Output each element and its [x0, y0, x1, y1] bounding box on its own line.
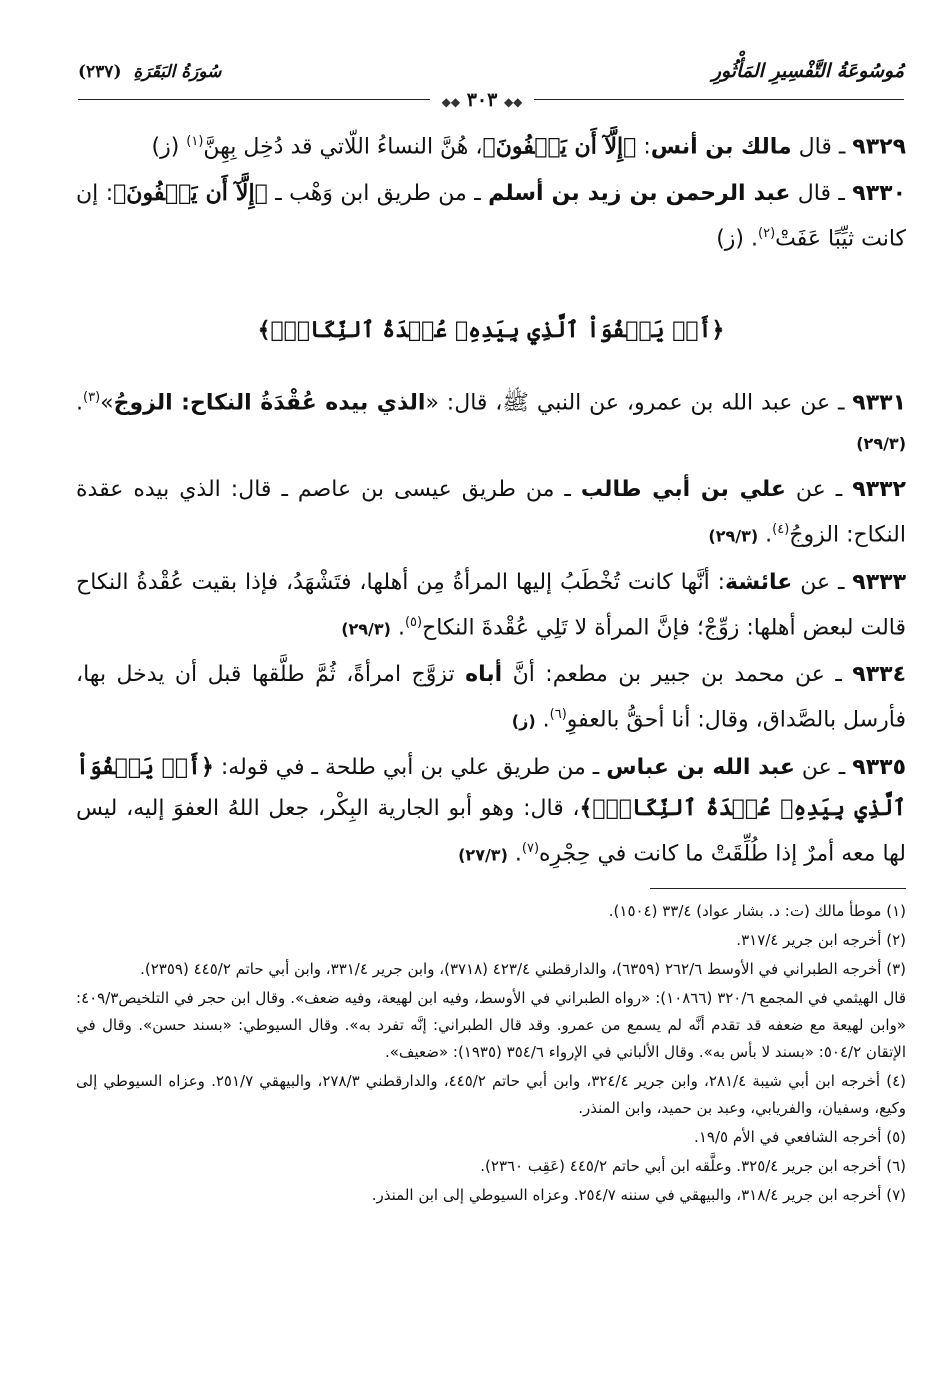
source-reference: (٢٩/٣): [708, 526, 759, 546]
section-2-text: [76, 378, 906, 882]
ornament-icon: ◆◆: [441, 95, 461, 109]
narration-text: ـ عن: [794, 755, 853, 781]
narration-tail: . (ز): [716, 226, 758, 252]
narration-text: : أنَّها كانت تُخْطَبُ إليها المرأةُ مِن أهلها، فتَشْهَدُ، فإذا بقيت عُقْدةُ النكاح قالت لبعض أهلها: زوِّجْ؛ فإنَّ المرأة لا تَلِي عُقْدةَ النكاح: [76, 569, 906, 640]
footnote-3: (٣) أخرجه الطبراني في الأوسط ٢٦٢/٦ (٦٣٥٩)، والدارقطني ٤٢٣/٤ (٣٧١٨)، وابن جرير ٣٣١/٤، وابن أبي حاتم ٤٤٥/٢ (٢٣٥٩).: [140, 960, 906, 978]
verse-number: (٢٣٧): [78, 62, 122, 82]
narration-tail: .: [390, 614, 405, 640]
source-reference: (٢٧/٣): [458, 845, 508, 865]
narration-text: ـ عن: [792, 569, 853, 595]
narration-9334: [76, 655, 906, 741]
footnote-marker[interactable]: (٤): [772, 522, 790, 538]
footnote-4: (٤) أخرجه ابن أبي شيبة ٢٨١/٤، وابن جرير ٣٢٤/٤، وابن أبي حاتم ٤٤٥/٢، والدارقطني ٢٧٨/٣، والبيهقي ٢٥١/٧. وعزاه السيوطي إلى وكيع، وسفيان، والفريابي، وعبد بن حميد، وابن المنذر.: [76, 1072, 907, 1117]
narration-number: ٩٣٣٤: [852, 661, 906, 687]
quran-quote: ﴿إِلَّآ أَن يَعۡفُونَ﴾: [113, 180, 268, 207]
narrator-name: عبد الرحمن بن زيد بن أسلم: [488, 181, 791, 207]
narrator-name: عبد الله بن عباس: [606, 755, 795, 781]
narration-tail: (ز): [151, 134, 187, 160]
narrator-name: علي بن أبي طالب: [580, 477, 786, 503]
footnote-2: (٢) أخرجه ابن جرير ٣١٧/٤.: [736, 931, 906, 949]
narration-tail: .: [535, 707, 550, 733]
narration-9331: [76, 378, 906, 464]
narration-text: ، هُنَّ النساءُ اللّاتي قد دُخِل بِهِنَّ: [203, 134, 483, 160]
footnote-marker[interactable]: (٧): [521, 841, 540, 857]
sura-reference: [78, 62, 221, 82]
footnote-marker[interactable]: (٦): [549, 706, 567, 722]
footnote-1: (١) موطأ مالك (ت: د. بشار عواد) ٣٣/٤ (١٥٠٤).: [608, 902, 906, 920]
footnotes: [76, 898, 906, 1211]
narration-number: ٩٣٣١: [852, 390, 907, 416]
narration-9333: [76, 563, 906, 649]
narration-number: ٩٣٣٣: [852, 569, 906, 595]
book-title: مُوسُوعَةُ التَّفْسِيرِ المَأْثُورِ: [711, 60, 904, 82]
hadith-text: الذي بيده عُقْدَةُ النكاح: الزوجُ: [113, 390, 426, 416]
footnote-marker[interactable]: (١): [186, 134, 204, 149]
narration-text: ـ من طريق عيسى بن عاصم ـ قال: الذي بيده عقدة النكاح: الزوجُ: [76, 477, 906, 548]
section-1-text: [76, 122, 906, 266]
narration-tail: .: [758, 522, 773, 548]
ornament-icon: ◆◆: [503, 95, 523, 109]
narration-text: ـ من طريق علي بن أبي طلحة ـ في قوله:: [213, 755, 607, 781]
narration-text: :: [636, 134, 651, 160]
narrator-name: عائشة: [725, 569, 793, 595]
page-number: [430, 88, 534, 112]
narration-9335: [76, 747, 906, 875]
narration-9329: [76, 122, 906, 167]
narrator-name: أباه: [465, 661, 503, 687]
narration-text: ـ عن: [785, 477, 853, 503]
source-reference: (ز): [511, 711, 536, 731]
narration-tail: .: [507, 841, 522, 867]
narration-text: ـ عن محمد بن جبير بن مطعم: أنَّ: [502, 661, 853, 687]
narration-tail: .: [76, 390, 83, 416]
narration-text: ، قال: وهو أبو الجارية البِكْر، جعل اللهُ العفوَ إليه، ليس لها معه أمرٌ إذا طُلِّقَتْ ما كانت في حِجْرِه: [76, 796, 906, 867]
narration-9330: [76, 173, 906, 259]
narration-number: ٩٣٣٠: [852, 181, 906, 207]
narration-text: ـ قال: [790, 181, 853, 207]
narration-number: ٩٣٣٢: [852, 477, 906, 503]
verse-heading: ﴿أَوۡ يَعۡفُوَاْ ٱلَّذِي بِيَدِهِۦ عُقۡدَةُ ٱلنِّكَاحِۚ﴾: [257, 317, 725, 343]
narration-text: ـ عن عبد الله بن عمرو، عن النبي ﷺ، قال: «: [425, 390, 853, 416]
narration-text: »: [100, 390, 114, 416]
footnote-5: (٥) أخرجه الشافعي في الأم ١٩/٥.: [694, 1128, 906, 1146]
sura-name: سُورَةُ البَقَرَةِ: [133, 62, 222, 82]
footnote-3-commentary: قال الهيثمي في المجمع ٣٢٠/٦ (١٠٨٦٦): «رواه الطبراني في الأوسط، وفيه ابن لهيعة، وفيه ضعف». وقال ابن حجر في التلخيص٤٠٩/٣: «وابن لهيعة مع ضعفه قد تقدم أنَّه لم يسمع من عمرو. وقد قال الطبراني: إنَّه تفرد به». وقال السيوطي: «بسند حسن». وقال في الإتقان ٥٠٤/٢: «بسند لا بأس به». وقال الألباني في الإرواء ٣٥٤/٦ (١٩٣٥): «ضعيف».: [76, 989, 906, 1061]
narrator-name: مالك بن أنس: [650, 134, 792, 160]
footnote-marker[interactable]: (٥): [404, 614, 423, 630]
narration-text: : إن كانت ثيِّبًا عَفَتْ: [76, 181, 906, 252]
footnote-separator: [650, 888, 906, 889]
quran-quote: ﴿إِلَّآ أَن يَعۡفُونَ﴾: [482, 133, 637, 160]
narration-number: ٩٣٢٩: [852, 134, 906, 160]
source-reference: (٢٩/٣): [856, 434, 906, 454]
narration-number: ٩٣٣٥: [852, 755, 906, 781]
footnote-marker[interactable]: (٣): [83, 390, 101, 405]
source-reference: (٢٩/٣): [341, 618, 391, 638]
footnote-7: (٧) أخرجه ابن جرير ٣١٨/٤، والبيهقي في سننه ٢٥٤/٧. وعزاه السيوطي إلى ابن المنذر.: [371, 1186, 906, 1204]
narration-text: ـ من طريق ابن وَهْب ـ: [267, 181, 489, 207]
narration-9332: [76, 470, 906, 556]
page-number-text: ٣٠٣: [466, 89, 498, 111]
footnote-6: (٦) أخرجه ابن جرير ٣٢٥/٤. وعلَّقه ابن أبي حاتم ٤٤٥/٢ (عَقِب ٢٣٦٠).: [480, 1157, 906, 1175]
narration-text: تزوَّج امرأةً، ثُمَّ طلَّقها قبل أن يدخل بها، فأرسل بالصَّداق، وقال: أنا أحقُّ بالعفوِ: [76, 661, 906, 733]
footnote-marker[interactable]: (٢): [758, 226, 776, 242]
narration-text: ـ قال: [791, 134, 853, 160]
quran-quote: ﴿أَوۡ يَعۡفُوَاْ ٱلَّذِي بِيَدِهِۦ عُقۡدَةُ ٱلنِّكَاحِۚ﴾: [76, 754, 906, 822]
